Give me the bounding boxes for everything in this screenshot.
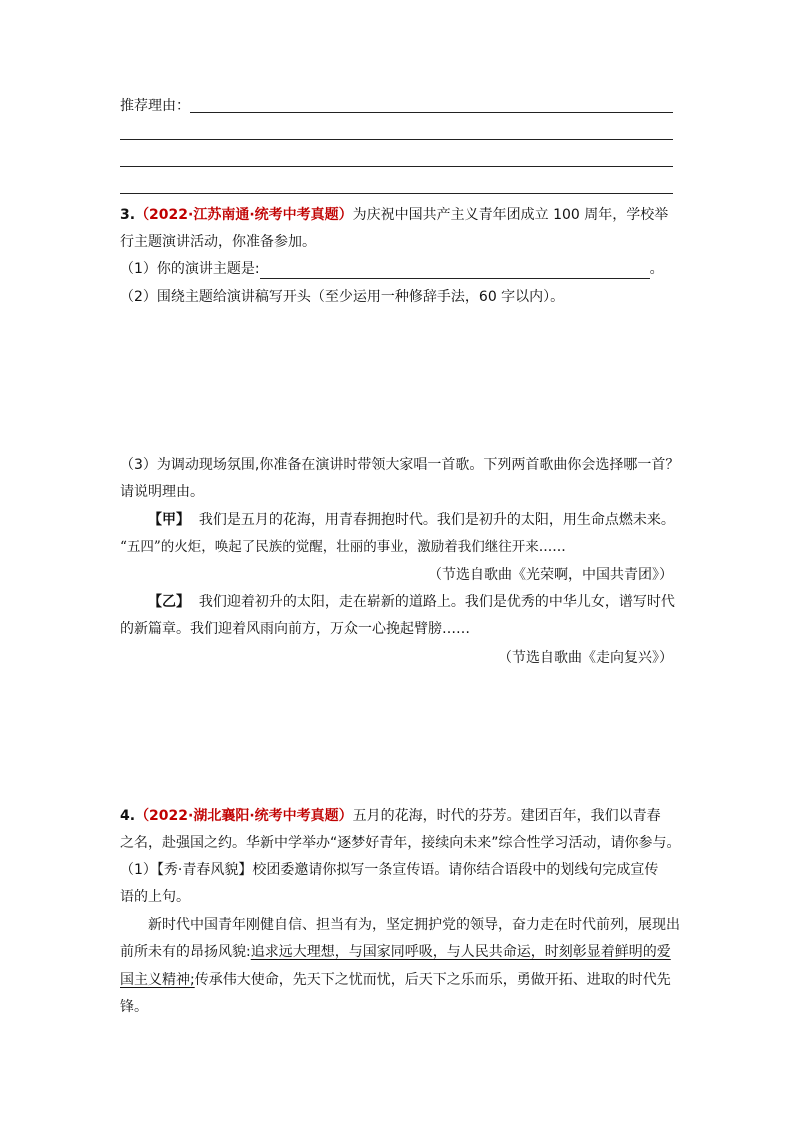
q3-sub1-end: 。 (649, 261, 664, 277)
song-yi-line2: 的新篇章。我们迎着风雨向前方，万众一心挽起臂膀…… (120, 621, 470, 637)
song-jia-line2: “五四”的火炬，唤起了民族的觉醒，壮丽的事业，激励着我们继往开来…… (120, 539, 566, 555)
q4-stem-line1 (120, 806, 661, 826)
answer-line[interactable] (120, 166, 673, 167)
song-jia-text: 我们是五月的花海，用青春拥抱时代。我们是初升的太阳，用生命点燃未来。 (198, 512, 675, 528)
song-yi-text: 我们迎着初升的太阳，走在崭新的道路上。我们是优秀的中华儿女，谱写时代 (198, 594, 675, 610)
q3-stem-line2: 行主题演讲活动，你准备参加。 (120, 234, 316, 250)
song-yi-source: （节选自歌曲《走向复兴》） (498, 650, 673, 666)
q3-sub1 (120, 259, 664, 279)
theme-answer-line[interactable] (260, 262, 650, 279)
q4-number: 4. (120, 808, 136, 824)
song-jia-tag: 【甲】 (148, 512, 190, 528)
underlined-sentence-end: 国主义精神; (120, 972, 195, 988)
q3-sub2: （2）围绕主题给演讲稿写开头（至少运用一种修辞手法，60 字以内）。 (120, 289, 565, 305)
q3-number: 3. (120, 207, 136, 223)
answer-line[interactable] (120, 139, 673, 140)
q4-para-text: 传承伟大使命，先天下之忧而忧，后天下之乐而乐，勇做开拓、进取的时代先 (194, 972, 671, 988)
answer-line[interactable] (120, 193, 673, 194)
q4-para-line2 (120, 942, 671, 962)
q4-para-line1: 新时代中国青年刚健自信、担当有为，坚定拥护党的领导，奋力走在时代前列，展现出 (148, 917, 680, 933)
q4-para-line3 (120, 970, 671, 990)
q3-stem-line1 (120, 205, 668, 225)
underlined-sentence: 追求远大理想，与国家同呼吸，与人民共命运，时刻彰显着鲜明的爱 (250, 944, 671, 960)
q4-sub1-line2: 语的上句。 (120, 889, 190, 905)
q3-sub3-line1: （3）为调动现场氛围,你准备在演讲时带领大家唱一首歌。下列两首歌曲你会选择哪一首？ (120, 457, 680, 473)
reason-label: 推荐理由： (120, 98, 190, 114)
q4-stem-text: 五月的花海，时代的芬芳。建团百年，我们以青春 (352, 808, 661, 824)
q3-stem-text: 为庆祝中国共产主义青年团成立 100 周年，学校举 (352, 207, 669, 223)
answer-line[interactable] (190, 112, 673, 113)
q3-source: （2022·江苏南通·统考中考真题） (135, 207, 353, 223)
q4-source: （2022·湖北襄阳·统考中考真题） (135, 808, 353, 824)
q4-sub1-line1: （1）【秀·青春风貌】校团委邀请你拟写一条宣传语。请你结合语段中的划线句完成宣传 (120, 862, 659, 878)
q4-para-text: 前所未有的昂扬风貌: (120, 944, 251, 960)
song-yi-tag: 【乙】 (148, 594, 190, 610)
q3-sub1-label: （1）你的演讲主题是: (120, 261, 260, 277)
song-yi-line1 (148, 592, 675, 612)
song-jia-line1 (148, 510, 675, 530)
q4-stem-line2: 之名，赴强国之约。华新中学举办“逐梦好青年，接续向未来”综合性学习活动，请你参与。 (120, 835, 681, 851)
song-jia-source: （节选自歌曲《光荣啊，中国共青团》） (428, 567, 673, 583)
q4-para-line4: 锋。 (120, 999, 148, 1015)
q3-sub3-line2: 请说明理由。 (120, 484, 204, 500)
